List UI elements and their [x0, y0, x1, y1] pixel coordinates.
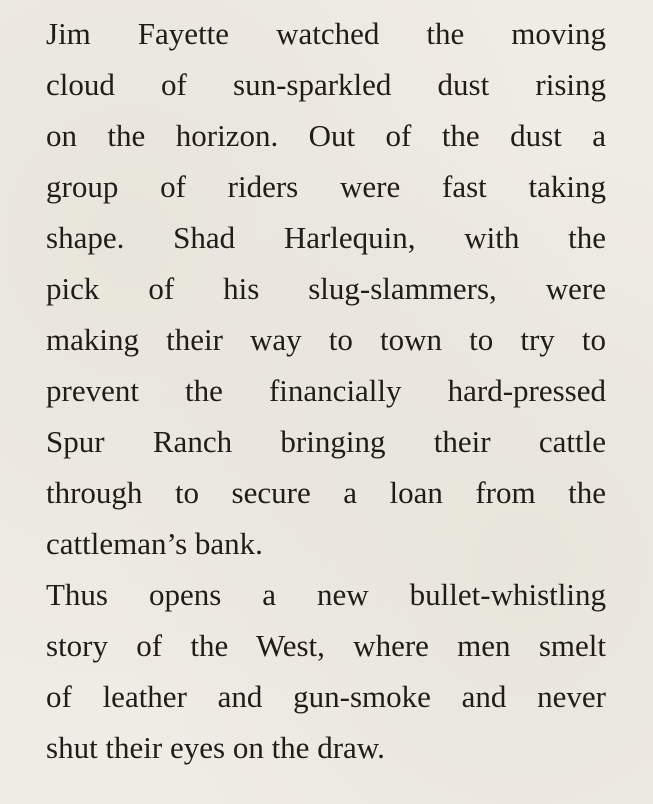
text-line: Thus opens a new bullet-whistling	[46, 577, 606, 612]
blurb-text	[46, 8, 606, 773]
text-line: Jim Fayette watched the moving	[46, 16, 606, 51]
text-line: making their way to town to try to	[46, 322, 606, 357]
paragraph-2	[46, 569, 606, 773]
text-line: story of the West, where men smelt	[46, 628, 606, 663]
text-line: through to secure a loan from the	[46, 475, 606, 510]
text-line: of leather and gun-smoke and never	[46, 679, 606, 714]
text-line: shut their eyes on the draw.	[46, 730, 385, 765]
text-line: shape. Shad Harlequin, with the	[46, 220, 606, 255]
text-line: cattleman’s bank.	[46, 526, 263, 561]
paragraph-1	[46, 8, 606, 569]
text-line: prevent the financially hard-pressed	[46, 373, 606, 408]
text-line: Spur Ranch bringing their cattle	[46, 424, 606, 459]
text-line: cloud of sun-sparkled dust rising	[46, 67, 606, 102]
text-line: group of riders were fast taking	[46, 169, 606, 204]
text-line: on the horizon. Out of the dust a	[46, 118, 606, 153]
text-line: pick of his slug-slammers, were	[46, 271, 606, 306]
